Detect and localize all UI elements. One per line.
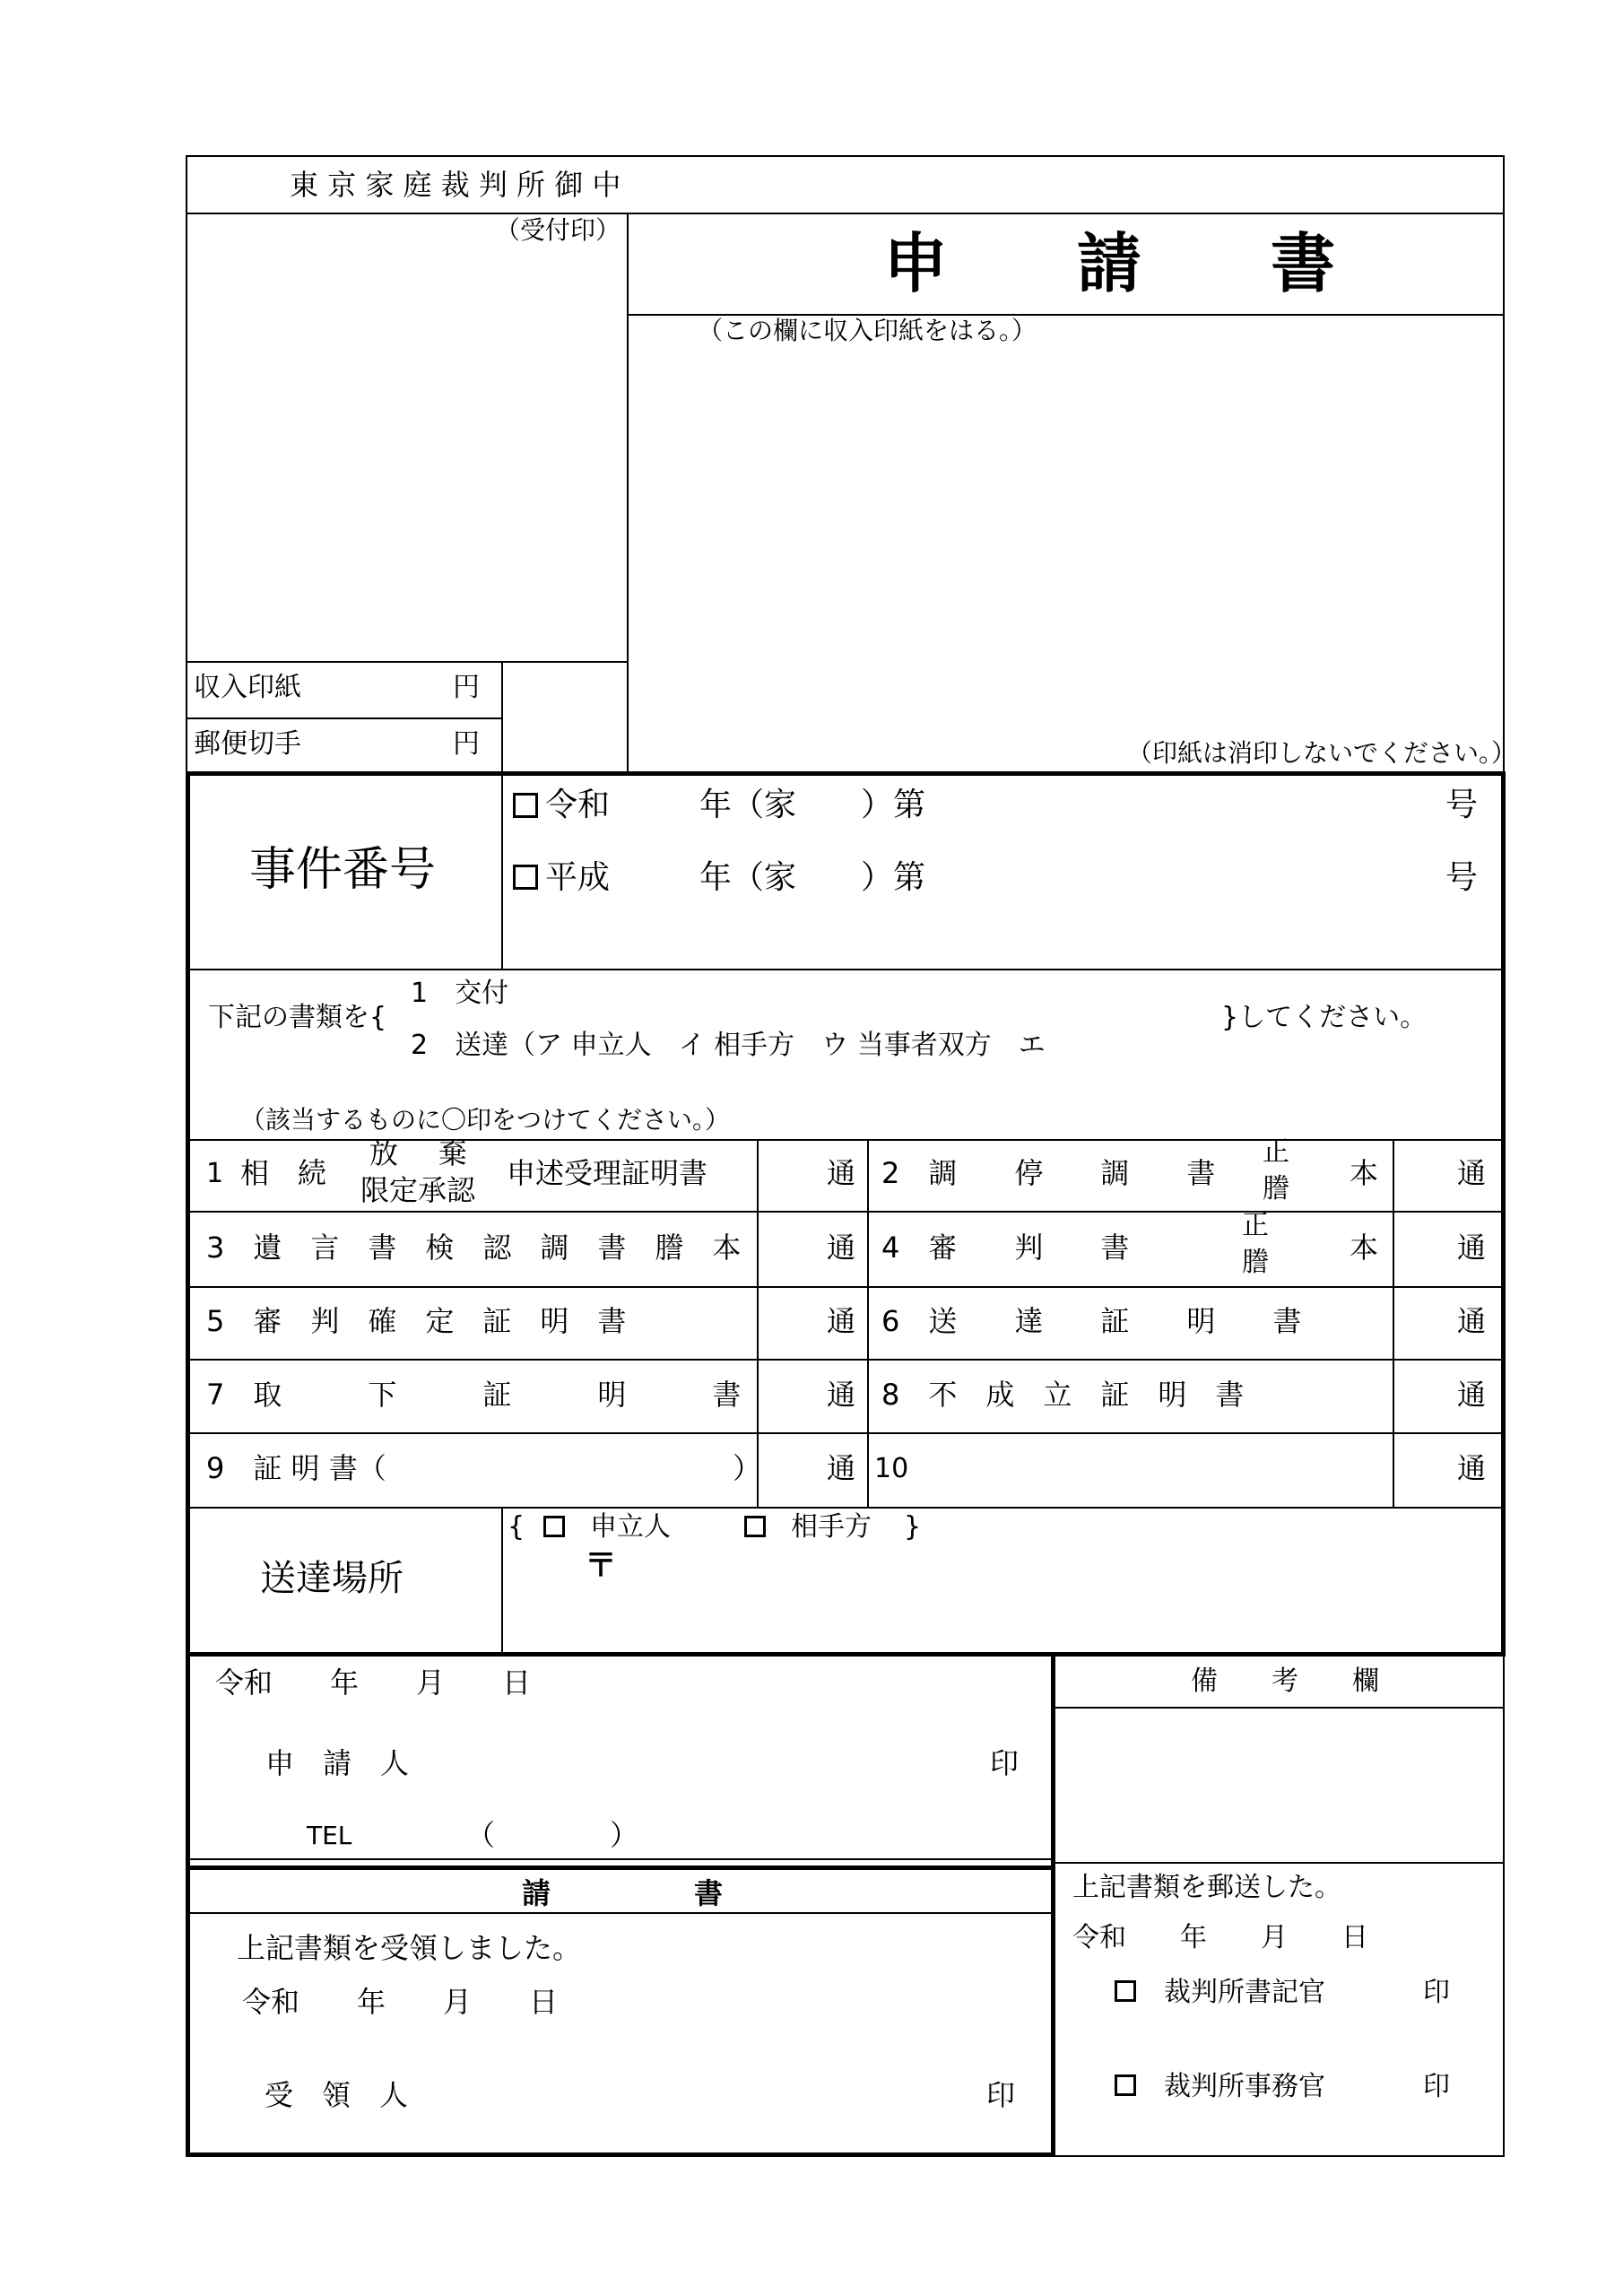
postage-label: 郵便切手 (194, 728, 301, 760)
border-line (186, 155, 187, 774)
border-line (627, 213, 629, 774)
applicant-label: 申 請 人 (265, 1746, 410, 1780)
receipt-text: 上記書類を受領しました。 (237, 1931, 582, 1965)
recipient-seal: 印 (986, 2078, 1016, 2112)
doc-2-copy: 謄 (1263, 1173, 1289, 1205)
border-line (1501, 771, 1506, 1655)
checkbox-delivery-applicant[interactable] (543, 1516, 565, 1541)
border-line (501, 1507, 503, 1655)
doc-4-copy: 謄 (1242, 1247, 1269, 1278)
border-line (186, 1652, 1506, 1657)
doc-1-copies: 通 (827, 1156, 856, 1190)
case-number-label: 事件番号 (249, 843, 437, 897)
border-line (501, 773, 503, 970)
doc-8-non-establishment-cert: 8 不 成 立 証 明 書 (881, 1378, 1245, 1412)
border-line (1051, 1862, 1505, 1864)
page-title: 申 請 書 (883, 226, 1336, 301)
border-line (186, 771, 190, 2157)
border-line (1503, 155, 1505, 774)
doc-8-copies: 通 (1457, 1378, 1487, 1412)
applicant-seal: 印 (990, 1746, 1020, 1780)
no-cancel-note: （印紙は消印しないでください。） (1127, 738, 1517, 768)
delivery-respondent: 相手方 (791, 1511, 872, 1543)
doc-3-copies: 通 (827, 1231, 856, 1265)
doc-2-original: 正 (1263, 1136, 1289, 1168)
border-line (186, 1432, 1505, 1434)
doc-6-service-cert: 6 送 達 証 明 書 (881, 1304, 1302, 1338)
reception-stamp-label: （受付印） (495, 215, 621, 245)
delivery-options-open: { (508, 1511, 525, 1543)
recipient-label: 受 領 人 (265, 2078, 409, 2112)
receipt-title: 請 書 (522, 1876, 724, 1910)
doc-1-renunciation: 放 棄 (369, 1136, 473, 1170)
case-year-field: 年（家 ）第 (699, 859, 926, 896)
doc-2-copies: 通 (1457, 1156, 1487, 1190)
border-line (186, 1359, 1505, 1361)
border-line (186, 661, 627, 663)
doc-9-close: ） (733, 1451, 762, 1485)
doc-7-withdrawal-cert: 7 取 下 証 明 書 (206, 1378, 742, 1412)
doc-2-hon: 本 (1350, 1156, 1379, 1190)
checkbox-reiwa[interactable] (513, 793, 538, 822)
doc-9-copies: 通 (827, 1451, 856, 1485)
request-suffix: }してください。 (1221, 1002, 1428, 1033)
checkbox-heisei[interactable] (513, 865, 538, 893)
border-line (186, 155, 1505, 157)
yen-label: 円 (453, 728, 480, 760)
border-line (1051, 1652, 1055, 2157)
doc-5-copies: 通 (827, 1304, 856, 1338)
era-heisei: 平成 (545, 859, 611, 896)
era-reiwa: 令和 (545, 787, 611, 823)
remarks-label: 備 考 欄 (1191, 1665, 1379, 1697)
doc-1-limited-approval: 限定承認 (360, 1173, 476, 1207)
border-line (186, 1286, 1505, 1288)
checkbox-court-officer[interactable] (1115, 2074, 1136, 2100)
request-prefix: 下記の書類を{ (208, 1002, 387, 1033)
doc-4-judgment: 4 審 判 書 (881, 1231, 1130, 1265)
receipt-date: 令和 年 月 日 (242, 1985, 559, 2019)
doc-4-copies: 通 (1457, 1231, 1487, 1265)
doc-10-copies: 通 (1457, 1451, 1487, 1485)
border-line (1051, 2155, 1505, 2157)
go-label: 号 (1445, 787, 1479, 823)
court-addressee: 東 京 家 庭 裁 判 所 御 中 (290, 168, 621, 202)
revenue-stamp-label: 収入印紙 (194, 672, 301, 703)
request-note: （該当するものに〇印をつけてください。） (240, 1105, 731, 1135)
doc-3-will-probate: 3 遺 言 書 検 認 調 書 謄 本 (206, 1231, 742, 1265)
applicant-date: 令和 年 月 日 (215, 1665, 532, 1700)
border-line (186, 771, 1505, 776)
tel-label: TEL (307, 1821, 352, 1850)
court-officer-label: 裁判所事務官 (1164, 2071, 1325, 2102)
border-line (186, 1211, 1505, 1213)
border-line (867, 1139, 869, 1507)
checkbox-court-clerk[interactable] (1115, 1980, 1136, 2005)
stamp-area-note: （この欄に収入印紙をはる。） (698, 316, 1037, 345)
border-line (186, 2152, 1055, 2157)
border-line (186, 213, 1505, 214)
case-year-field: 年（家 ）第 (699, 787, 926, 823)
delivery-place-label: 送達場所 (260, 1558, 404, 1599)
border-line (186, 969, 1505, 970)
request-option-serve: 2 送達（ア 申立人 イ 相手方 ウ 当事者双方 エ (411, 1030, 1046, 1061)
checkbox-delivery-respondent[interactable] (744, 1516, 766, 1541)
court-clerk-label: 裁判所書記官 (1164, 1977, 1325, 2008)
yen-label: 円 (453, 672, 480, 703)
border-line (501, 661, 503, 774)
delivery-applicant: 申立人 (590, 1511, 671, 1543)
request-option-issue: 1 交付 (411, 978, 509, 1009)
border-line (186, 1912, 1051, 1914)
border-line (1503, 1652, 1505, 2157)
doc-5-finality-cert: 5 審 判 確 定 証 明 書 (206, 1304, 627, 1338)
border-line (186, 718, 502, 719)
border-line (186, 1507, 1505, 1509)
doc-1-certificate: 申述受理証明書 (507, 1156, 708, 1190)
court-clerk-seal: 印 (1423, 1977, 1450, 2008)
border-line (186, 1866, 1054, 1870)
doc-1-inheritance: 相 続 (240, 1156, 327, 1190)
doc-1-num: 1 (206, 1158, 224, 1189)
delivery-options-close: } (904, 1511, 922, 1543)
border-line (1051, 1707, 1505, 1709)
tel-area-code: （ ） (466, 1818, 639, 1852)
go-label: 号 (1445, 859, 1479, 896)
mailing-text: 上記書類を郵送した。 (1072, 1872, 1341, 1903)
mailing-date: 令和 年 月 日 (1072, 1922, 1368, 1953)
doc-9-certificate: 9 証 明 書（ (206, 1451, 386, 1485)
doc-6-copies: 通 (1457, 1304, 1487, 1338)
doc-2-mediation-record: 2 調 停 調 書 (881, 1156, 1216, 1190)
border-line (1393, 1139, 1394, 1507)
doc-4-hon: 本 (1350, 1231, 1379, 1265)
border-line (186, 1858, 1051, 1860)
doc-7-copies: 通 (827, 1378, 856, 1412)
doc-10-number: 10 (874, 1453, 909, 1484)
postal-mark: 〒 (585, 1547, 618, 1584)
court-officer-seal: 印 (1423, 2071, 1450, 2102)
doc-4-original: 正 (1242, 1210, 1269, 1241)
